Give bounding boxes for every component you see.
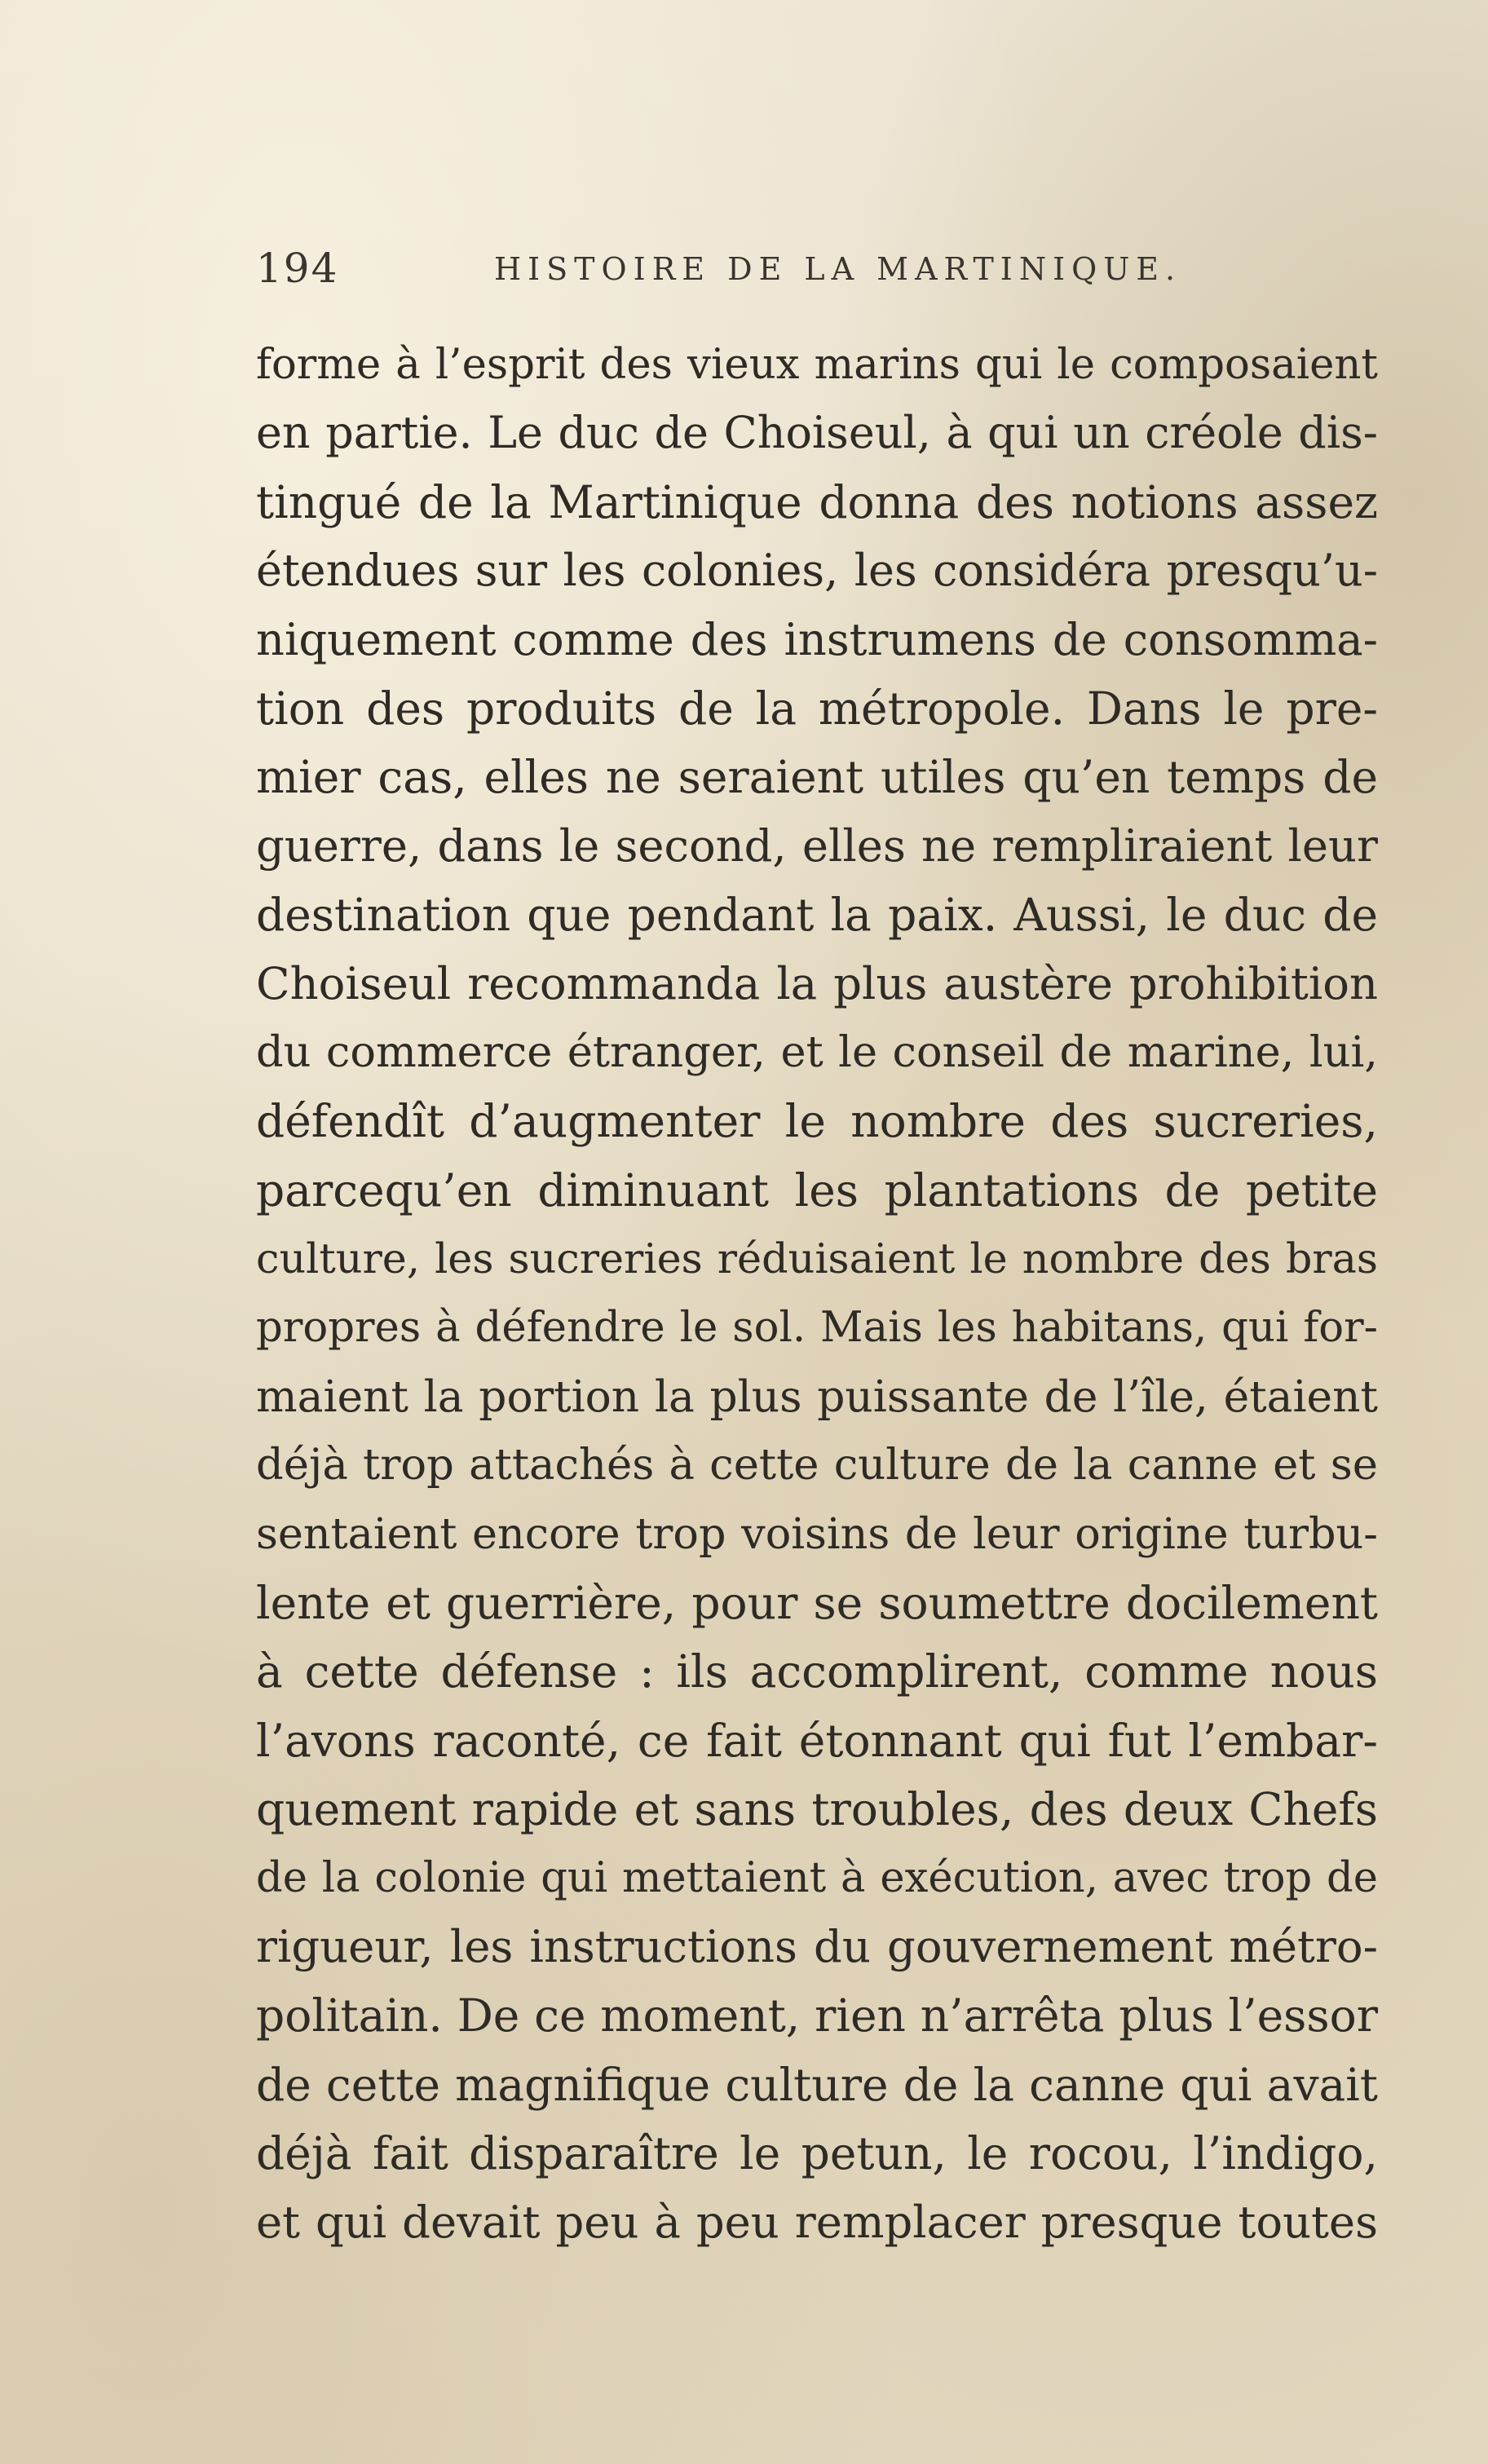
text-line: culture, les sucreries réduisaient le nombre des bras [256, 1234, 1378, 1283]
text-line: à cette défense : ils accomplirent, comme nous [256, 1645, 1378, 1698]
running-head: HISTOIRE DE LA MARTINIQUE. [494, 251, 1182, 287]
page-header [256, 245, 1389, 310]
text-line: tion des produits de la métropole. Dans le pre- [256, 682, 1378, 735]
text-line: du commerce étranger, et le conseil de marine, lui, [256, 1027, 1378, 1077]
text-line: déjà fait disparaître le petun, le rocou, l’indigo, [256, 2127, 1378, 2180]
text-line: mier cas, elles ne seraient utiles qu’en temps de [256, 751, 1378, 804]
text-line: maient la portion la plus puissante de l’île, étaient [256, 1370, 1378, 1422]
text-line: de cette magnifique culture de la canne qui avait [256, 2058, 1378, 2111]
text-line: Choiseul recommanda la plus austère prohibition [256, 957, 1378, 1009]
text-line: sentaient encore trop voisins de leur origine turbu- [256, 1508, 1378, 1559]
text-line: en partie. Le duc de Choiseul, à qui un créole dis- [256, 407, 1378, 459]
text-line: défendît d’augmenter le nombre des sucreries, [256, 1095, 1378, 1148]
text-line: tingué de la Martinique donna des notions assez [256, 475, 1378, 528]
text-line: destination que pendant la paix. Aussi, le duc de [256, 889, 1378, 942]
text-line: rigueur, les instructions du gouvernement métro- [256, 1920, 1378, 1972]
text-line: politain. De ce moment, rien n’arrêta plus l’essor [256, 1989, 1378, 2042]
text-line: lente et guerrière, pour se soumettre docilement [256, 1577, 1378, 1630]
text-line: propres à défendre le sol. Mais les habitans, qui for- [256, 1303, 1378, 1353]
text-line: de la colonie qui mettaient à exécution, avec trop de [256, 1853, 1378, 1902]
text-line: étendues sur les colonies, les considéra presqu’u- [256, 545, 1378, 597]
page-number: 194 [256, 245, 339, 292]
text-line: forme à l’esprit des vieux marins qui le composaient [256, 340, 1378, 389]
body-text [256, 330, 1378, 2257]
text-line: niquement comme des instrumens de consomma- [256, 613, 1378, 665]
text-line: l’avons raconté, ce fait étonnant qui fut l’embar- [256, 1714, 1378, 1767]
text-line: parcequ’en diminuant les plantations de petite [256, 1164, 1378, 1217]
text-line: et qui devait peu à peu remplacer presque toutes [256, 2196, 1378, 2248]
text-line: quement rapide et sans troubles, des deux Chefs [256, 1783, 1378, 1836]
text-line: déjà trop attachés à cette culture de la canne et se [256, 1440, 1378, 1490]
text-line: guerre, dans le second, elles ne rempliraient leur [256, 819, 1378, 872]
